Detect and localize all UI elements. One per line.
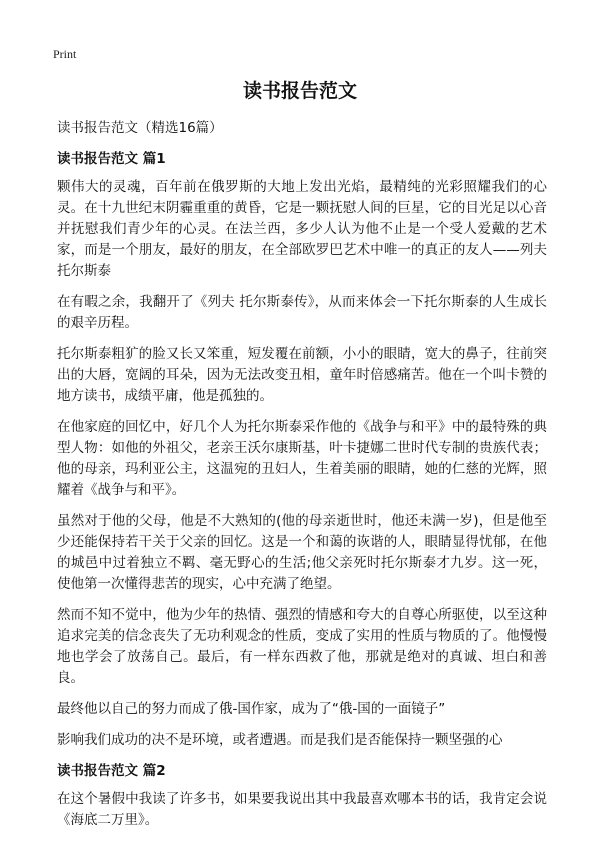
paragraph: 影响我们成功的决不是环境，或者遭遇。而是我们是否能保持一颗坚强的心 xyxy=(57,732,503,748)
paragraph: 虽然对于他的父母，他是不大熟知的(他的母亲逝世时，他还未满一岁)，但是他至少还能保持若干关于父亲的回忆。这是一个和蔼的诙谐的人，眼睛显得忧郁，在他的城邑中过着独立不羁、毫无野心的生活;他父亲死时托尔斯泰才九岁。这一死，使他第一次懂得悲苦的现实，心中充满了绝望。 xyxy=(57,513,547,592)
paragraph: 在这个暑假中我读了许多书，如果要我说出其中我最喜欢哪本书的话，我肯定会说《海底二万里》。 xyxy=(57,791,547,828)
document-subtitle: 读书报告范文（精选16篇） xyxy=(57,120,223,136)
paragraph: 然而不知不觉中，他为少年的热情、强烈的情感和夸大的自尊心所驱使，以至这种追求完美的信念丧失了无功利观念的性质，变成了实用的性质与物质的了。他慢慢地也学会了放荡自己。最后，有一样东西救了他，那就是绝对的真诚、坦白和善良。 xyxy=(57,607,547,686)
paragraph: 在有暇之余，我翻开了《列夫 托尔斯泰传》，从而来体会一下托尔斯泰的人生成长的艰辛历程。 xyxy=(57,294,547,331)
paragraph: 托尔斯泰粗犷的脸又长又笨重，短发覆在前额，小小的眼睛，宽大的鼻子，往前突出的大唇，宽阔的耳朵，因为无法改变丑相，童年时倍感痛苦。他在一个叫卡赞的地方读书，成绩平庸，他是孤独的。 xyxy=(57,346,547,404)
paragraph: 颗伟大的灵魂，百年前在俄罗斯的大地上发出光焰，最精纯的光彩照耀我们的心灵。在十九世纪末阴霾重重的黄昏，它是一颗抚慰人间的巨星，它的目光足以心音并抚慰我们青少年的心灵。在法兰西，多少人认为他不止是一个受人爱戴的艺术家，而是一个朋友，最好的朋友，在全部欧罗巴艺术中唯一的真正的友人——列夫 托尔斯泰 xyxy=(57,179,547,279)
section-heading-1: 读书报告范文 篇1 xyxy=(57,151,166,167)
document-body xyxy=(57,118,547,841)
paragraph: 最终他以自己的努力而成了俄-国作家，成为了“俄-国的一面镜子” xyxy=(57,701,446,717)
section-heading-2: 读书报告范文 篇2 xyxy=(57,763,166,779)
paragraph: 在他家庭的回忆中，好几个人为托尔斯泰采作他的《战争与和平》中的最特殊的典型人物：如他的外祖父，老亲王沃尔康斯基，叶卡捷娜二世时代专制的贵族代表；他的母亲，玛利亚公主，这温宛的丑妇人，生着美丽的眼睛，她的仁慈的光辉，照耀着《战争与和平》。 xyxy=(57,419,547,498)
page-title: 读书报告范文 xyxy=(242,80,357,102)
print-label[interactable]: Print xyxy=(53,47,77,61)
